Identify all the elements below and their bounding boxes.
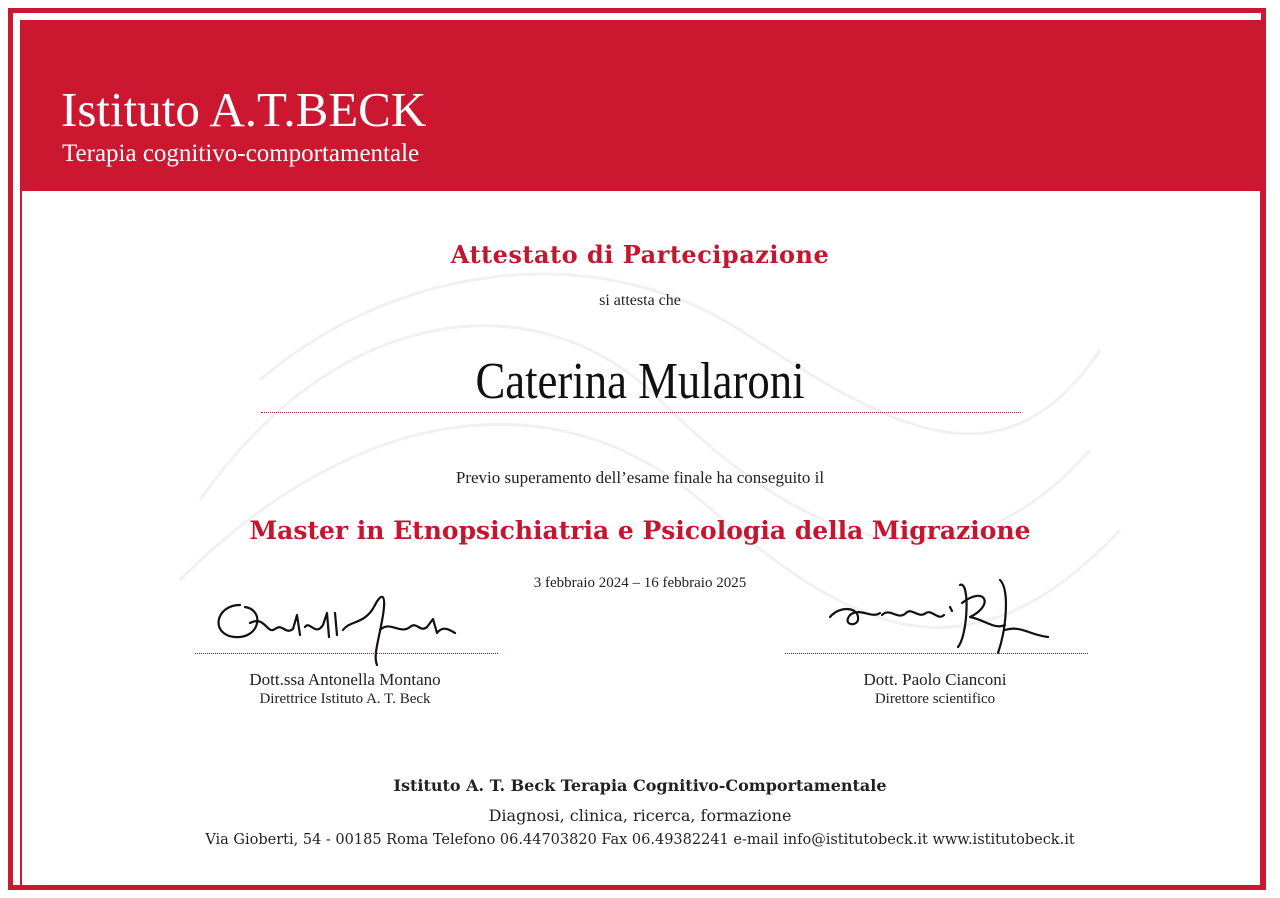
achievement-text: Previo superamento dell’esame finale ha conseguito il [455, 468, 825, 487]
footer-institute-name: Istituto A. T. Beck Terapia Cognitivo-Comportamentale [393, 776, 887, 795]
footer-contact-info: Via Gioberti, 54 - 00185 Roma Telefono 06.44703820 Fax 06.49382241 e-mail info@istitutobeck.it www.istitutobeck.it [205, 832, 1075, 848]
signature-line-right [785, 653, 1088, 654]
signature-line-left [195, 653, 498, 654]
signatory-right-role: Direttore scientifico [874, 691, 996, 707]
signatory-left-role: Direttrice Istituto A. T. Beck [259, 691, 431, 707]
recipient-underline [261, 412, 1021, 413]
signatory-left-name: Dott.ssa Antonella Montano [249, 670, 441, 689]
institute-logo-title: Istituto A.T.BECK [61, 82, 427, 137]
footer-tagline: Diagnosi, clinica, ricerca, formazione [488, 806, 792, 825]
recipient-name: Caterina Mularoni [475, 353, 805, 410]
signature-left [205, 585, 465, 670]
certificate-title: Attestato di Partecipazione [450, 240, 830, 269]
course-title: Master in Etnopsichiatria e Psicologia della Migrazione [249, 516, 1031, 545]
signatory-right-name: Dott. Paolo Cianconi [863, 670, 1007, 689]
institute-logo-subtitle: Terapia cognitivo-comportamentale [62, 140, 420, 167]
course-dates: 3 febbraio 2024 – 16 febbraio 2025 [533, 575, 747, 591]
certificate-intro: si attesta che [599, 292, 681, 309]
signature-right [820, 575, 1060, 660]
